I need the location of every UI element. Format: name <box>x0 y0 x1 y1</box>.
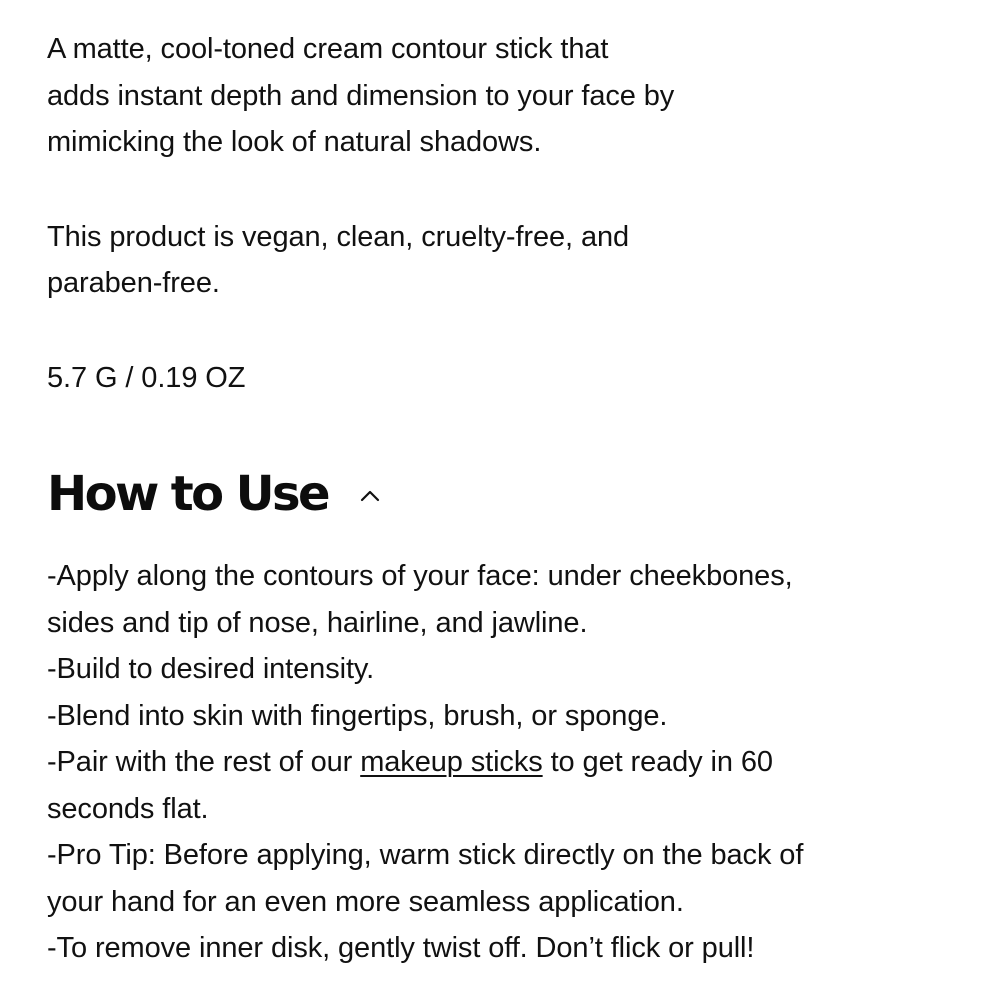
instruction-line: -Apply along the contours of your face: under cheekbones, <box>47 560 793 592</box>
instruction-line: -Build to desired intensity. <box>47 653 375 685</box>
instruction-line: your hand for an even more seamless application. <box>47 885 684 918</box>
description-line: mimicking the look of natural shadows. <box>47 126 542 158</box>
instruction-line: -Pro Tip: Before applying, warm stick directly on the back of <box>47 839 804 871</box>
how-to-use-content <box>47 553 977 972</box>
chevron-up-icon[interactable] <box>358 484 382 508</box>
instruction-line: seconds flat. <box>47 792 209 825</box>
description-line: adds instant depth and dimension to your face by <box>47 79 675 112</box>
instruction-line: -Blend into skin with fingertips, brush, or sponge. <box>47 699 668 732</box>
how-to-use-toggle[interactable] <box>47 462 382 526</box>
pair-text-before: -Pair with the rest of our <box>47 746 361 778</box>
instruction-line: -To remove inner disk, gently twist off. Don’t flick or pull! <box>47 932 755 964</box>
pair-text-after: to get ready in 60 <box>542 746 773 778</box>
claims-line: paraben-free. <box>47 267 220 299</box>
description-line: A matte, cool-toned cream contour stick that <box>47 33 609 65</box>
instruction-line: sides and tip of nose, hairline, and jawline. <box>47 606 588 639</box>
makeup-sticks-link[interactable]: makeup sticks <box>360 746 543 778</box>
product-description <box>47 26 967 166</box>
section-title: How to Use <box>47 466 328 522</box>
product-size <box>47 355 967 402</box>
instruction-line-with-link <box>47 739 977 786</box>
claims-line: This product is vegan, clean, cruelty-free, and <box>47 220 630 253</box>
product-claims <box>47 214 967 307</box>
size-text: 5.7 G / 0.19 OZ <box>47 361 246 394</box>
product-details <box>47 26 967 401</box>
